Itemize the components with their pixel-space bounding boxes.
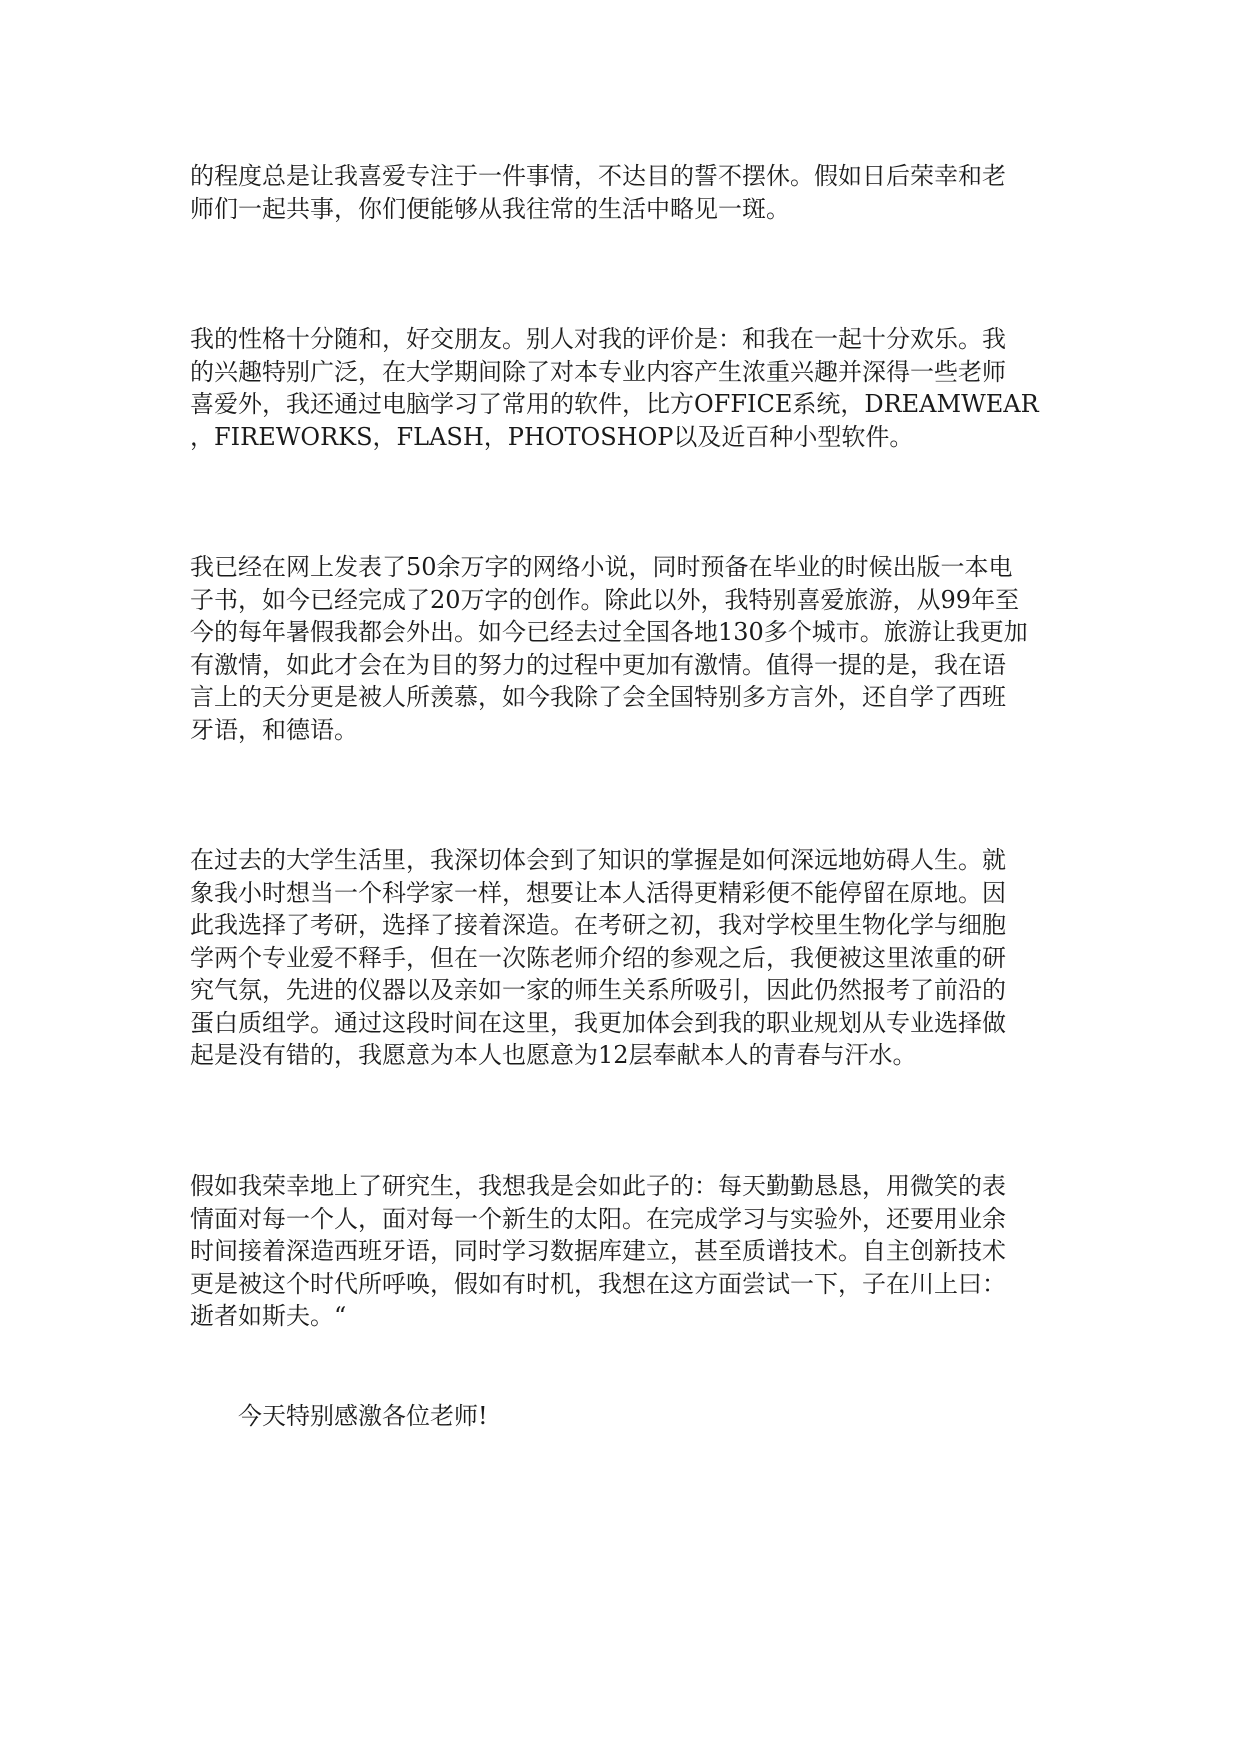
paragraph-line: 学两个专业爱不释手，但在一次陈老师介绍的参观之后，我便被这里浓重的研 <box>190 943 1006 972</box>
paragraph-line: 喜爱外，我还通过电脑学习了常用的软件，比方OFFICE系统，DREAMWEAR <box>190 390 1039 418</box>
paragraph-line: 逝者如斯夫。“ <box>190 1302 347 1330</box>
paragraph-line: 时间接着深造西班牙语，同时学习数据库建立，甚至质谱技术。自主创新技术 <box>190 1237 1006 1265</box>
paragraph-line: 师们一起共事，你们便能够从我往常的生活中略见一斑。 <box>190 194 790 223</box>
paragraph-line: 更是被这个时代所呼唤，假如有时机，我想在这方面尝试一下，子在川上曰： <box>190 1269 1006 1298</box>
paragraph-2 <box>190 323 1060 453</box>
paragraph-line: 子书，如今已经完成了20万字的创作。除此以外，我特别喜爱旅游，从99年至 <box>190 585 1020 614</box>
paragraph-line: 我已经在网上发表了50余万字的网络小说，同时预备在毕业的时候出版一本电 <box>190 553 1013 581</box>
paragraph-line: 究气氛，先进的仪器以及亲如一家的师生关系所吸引，因此仍然报考了前沿的 <box>190 976 1006 1004</box>
paragraph-line: 有激情，如此才会在为目的努力的过程中更加有激情。值得一提的是，我在语 <box>190 650 1006 679</box>
paragraph-line: 此我选择了考研，选择了接着深造。在考研之初，我对学校里生物化学与细胞 <box>190 911 1006 939</box>
paragraph-line: 今天特别感激各位老师! <box>238 1402 488 1430</box>
paragraph-line: 假如我荣幸地上了研究生，我想我是会如此子的：每天勤勤恳恳，用微笑的表 <box>190 1172 1006 1200</box>
paragraph-3 <box>190 551 1060 746</box>
paragraph-line: 的兴趣特别广泛，在大学期间除了对本专业内容产生浓重兴趣并深得一些老师 <box>190 357 1006 386</box>
paragraph-line: 牙语，和德语。 <box>190 715 358 744</box>
paragraph-line: 我的性格十分随和，好交朋友。别人对我的评价是：和我在一起十分欢乐。我 <box>190 325 1006 353</box>
paragraph-line: 象我小时想当一个科学家一样，想要让本人活得更精彩便不能停留在原地。因 <box>190 878 1006 907</box>
paragraph-line: 的程度总是让我喜爱专注于一件事情，不达目的誓不摆休。假如日后荣幸和老 <box>190 162 1006 190</box>
closing-line <box>238 1400 1108 1433</box>
paragraph-1 <box>190 160 1060 225</box>
paragraph-line: 情面对每一个人，面对每一个新生的太阳。在完成学习与实验外，还要用业余 <box>190 1204 1006 1233</box>
paragraph-line: 起是没有错的，我愿意为本人也愿意为12层奉献本人的青春与汗水。 <box>190 1041 917 1069</box>
paragraph-5 <box>190 1170 1060 1333</box>
paragraph-4 <box>190 844 1060 1072</box>
paragraph-line: 言上的天分更是被人所羡慕，如今我除了会全国特别多方言外，还自学了西班 <box>190 683 1006 711</box>
paragraph-line: 蛋白质组学。通过这段时间在这里，我更加体会到我的职业规划从专业选择做 <box>190 1008 1006 1037</box>
paragraph-line: 今的每年暑假我都会外出。如今已经去过全国各地130多个城市。旅游让我更加 <box>190 618 1028 646</box>
paragraph-line: ，FIREWORKS，FLASH，PHOTOSHOP以及近百种小型软件。 <box>190 422 914 451</box>
paragraph-line: 在过去的大学生活里，我深切体会到了知识的掌握是如何深远地妨碍人生。就 <box>190 846 1006 874</box>
